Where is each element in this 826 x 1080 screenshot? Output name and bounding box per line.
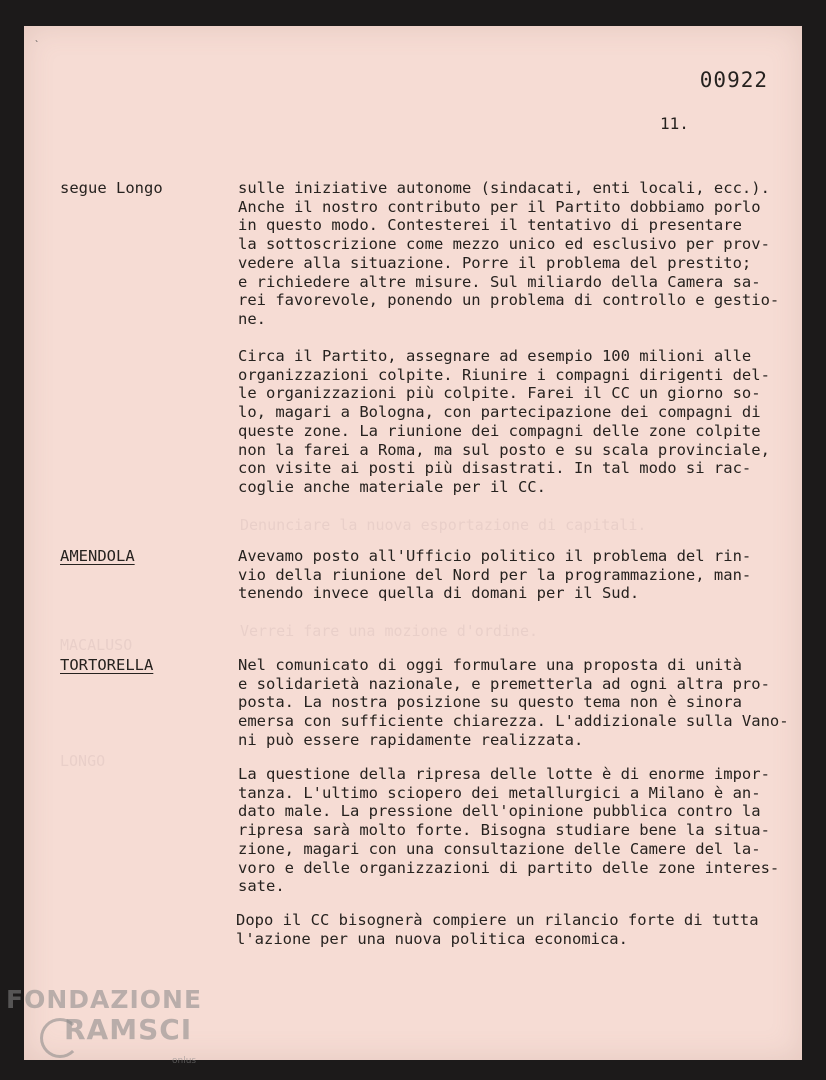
watermark-line: RAMSCI <box>64 1013 193 1046</box>
text-line: emersa con sufficiente chiarezza. L'addizionale sulla Vano- <box>238 712 789 731</box>
paragraph <box>238 765 798 896</box>
fondazione-gramsci-watermark <box>6 985 203 1066</box>
text-line: le organizzazioni più colpite. Farei il CC un giorno so- <box>238 384 761 403</box>
text-line: non la farei a Roma, ma sul posto e su scala provinciale, <box>238 440 770 459</box>
gramsci-g-logo-icon <box>40 1018 80 1058</box>
paragraph <box>238 656 798 750</box>
text-line: La questione della ripresa delle lotte è di enorme impor- <box>238 765 770 783</box>
paragraph <box>238 179 798 329</box>
speaker-name: TORTORELLA <box>60 656 154 674</box>
margin-mark: ` <box>34 40 41 51</box>
text-line: posta. La nostra posizione su questo tema non è sinora <box>238 693 742 712</box>
text-line: con visite ai posti più disastrati. In tal modo si rac- <box>238 459 752 478</box>
text-line: sate. <box>238 877 285 896</box>
text-line: Anche il nostro contributo per il Partito dobbiamo porlo <box>238 197 761 216</box>
bleed-through-text: LONGO <box>60 752 106 770</box>
text-line: ne. <box>238 309 266 328</box>
watermark-line: onlus <box>172 1056 197 1066</box>
text-line: coglie anche materiale per il CC. <box>238 477 546 496</box>
text-line: e richiedere altre misure. Sul miliardo della Camera sa- <box>238 272 761 291</box>
paragraph <box>236 911 796 948</box>
text-line: ni può essere rapidamente realizzata. <box>238 730 584 749</box>
text-line: vio della riunione del Nord per la programmazione, man- <box>238 565 752 584</box>
text-line: Avevamo posto all'Ufficio politico il problema del rin- <box>238 547 752 565</box>
text-line: Dopo il CC bisognerà compiere un rilancio forte di tutta <box>236 911 759 929</box>
text-line: organizzazioni colpite. Riunire i compagni dirigenti del- <box>238 365 770 384</box>
text-line: Nel comunicato di oggi formulare una proposta di unità <box>238 656 742 674</box>
text-line: tanza. L'ultimo sciopero dei metallurgici a Milano è an- <box>238 783 761 802</box>
text-line: tenendo invece quella di domani per il Sud. <box>238 584 640 603</box>
text-line: Circa il Partito, assegnare ad esempio 100 milioni alle <box>238 347 752 365</box>
text-line: sulle iniziative autonome (sindacati, enti locali, ecc.). <box>238 179 770 197</box>
text-line: lo, magari a Bologna, con partecipazione dei compagni di <box>238 403 761 422</box>
paragraph <box>238 547 798 603</box>
text-line: e solidarietà nazionale, e premetterla ad ogni altra pro- <box>238 674 770 693</box>
text-line: queste zone. La riunione dei compagni delle zone colpite <box>238 421 761 440</box>
text-line: l'azione per una nuova politica economica. <box>236 929 628 948</box>
text-line: in questo modo. Contesterei il tentativo di presentare <box>238 216 742 235</box>
text-line: rei favorevole, ponendo un problema di controllo e gestio- <box>238 291 780 310</box>
watermark-line: FONDAZIONE <box>6 985 203 1014</box>
text-line: ripresa sarà molto forte. Bisogna studiare bene la situa- <box>238 821 770 840</box>
paragraph <box>238 347 798 497</box>
page-number: 11. <box>660 114 689 133</box>
text-line: dato male. La pressione dell'opinione pubblica contro la <box>238 802 761 821</box>
document-page <box>24 26 802 1060</box>
speaker-name: segue Longo <box>60 179 163 197</box>
document-number: 00922 <box>699 68 768 92</box>
bleed-through-text: MACALUSO <box>60 636 133 654</box>
text-line: la sottoscrizione come mezzo unico ed esclusivo per prov- <box>238 235 770 254</box>
text-line: voro e delle organizzazioni di partito delle zone interes- <box>238 858 780 877</box>
bleed-through-text: Verrei fare una mozione d'ordine. <box>240 622 539 640</box>
text-line: zione, magari con una consultazione delle Camere del la- <box>238 839 761 858</box>
bleed-through-text: Denunciare la nuova esportazione di capitali. <box>240 516 647 534</box>
speaker-name: AMENDOLA <box>60 547 135 565</box>
text-line: vedere alla situazione. Porre il problema del prestito; <box>238 253 752 272</box>
